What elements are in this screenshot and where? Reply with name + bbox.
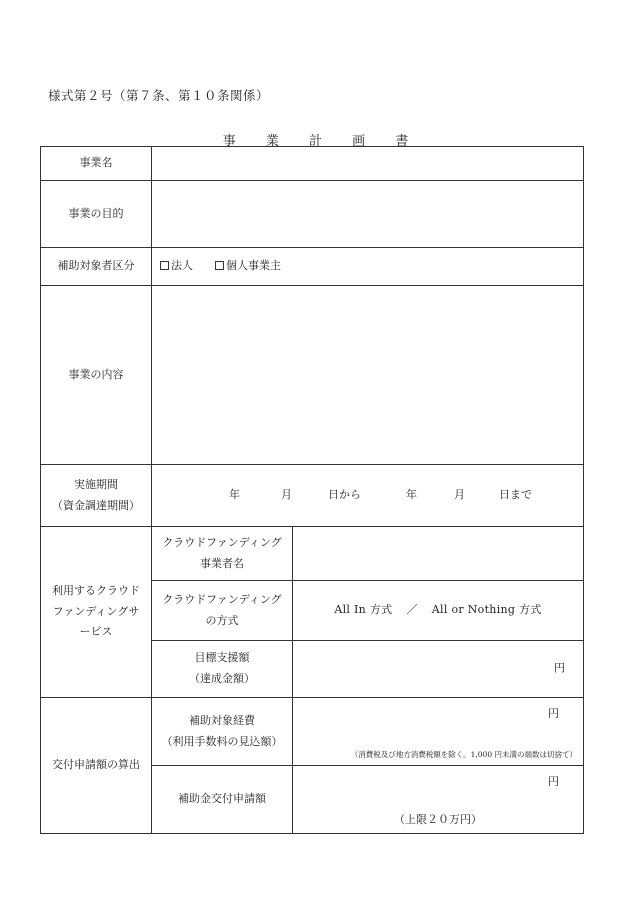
- option-all-or-nothing[interactable]: All or Nothing 方式: [431, 603, 542, 617]
- checkbox-corporation[interactable]: [160, 261, 169, 270]
- label-cost-line1: 補助対象経費: [189, 713, 255, 727]
- business-plan-table: [40, 146, 584, 834]
- field-period[interactable]: [152, 465, 584, 527]
- row-purpose: [41, 181, 584, 248]
- label-cost-line2: （利用手数料の見込額）: [161, 734, 283, 748]
- field-cf-operator[interactable]: [293, 527, 584, 581]
- row-cf-operator: [41, 527, 584, 581]
- field-content[interactable]: [152, 286, 584, 465]
- period-end-month: 月: [454, 488, 465, 502]
- option-sole-proprietor-label: 個人事業主: [226, 259, 281, 273]
- method-separator: ／: [406, 603, 418, 617]
- label-cf-service-line1: 利用するクラウド: [52, 583, 140, 597]
- field-purpose[interactable]: [152, 181, 584, 248]
- label-apply: 補助金交付申請額: [152, 766, 293, 834]
- label-target-line2: （達成金額）: [189, 672, 255, 685]
- field-cost[interactable]: [293, 698, 584, 766]
- field-category: [152, 248, 584, 286]
- period-end-day: 日まで: [499, 488, 532, 502]
- option-corporation-label: 法人: [171, 259, 193, 273]
- label-period-line2: （資金調達期間）: [52, 498, 140, 512]
- label-business-name: 事業名: [41, 147, 152, 181]
- yen-unit-apply: 円: [548, 775, 559, 788]
- label-content: 事業の内容: [41, 286, 152, 465]
- field-business-name[interactable]: [152, 147, 584, 181]
- yen-unit-target: 円: [554, 661, 565, 675]
- row-cost: [41, 698, 584, 766]
- label-cf-operator: [152, 527, 293, 581]
- apply-limit: （上限２０万円）: [394, 813, 482, 827]
- label-cf-service-line2: ファンディングサ: [52, 604, 140, 618]
- row-period: [41, 465, 584, 527]
- label-calc: 交付申請額の算出: [41, 698, 152, 834]
- form-number: 様式第２号（第７条、第１０条関係）: [48, 88, 270, 103]
- label-period-line1: 実施期間: [74, 477, 118, 491]
- row-content: [41, 286, 584, 465]
- period-start-year: 年: [229, 488, 240, 502]
- label-cf-service: [41, 527, 152, 698]
- label-purpose: 事業の目的: [41, 181, 152, 248]
- label-target-amount: [152, 641, 293, 698]
- period-end-year: 年: [406, 488, 417, 502]
- label-cf-operator-line2: 事業者名: [200, 556, 244, 570]
- row-category: [41, 248, 584, 286]
- label-cf-method: [152, 581, 293, 641]
- field-apply[interactable]: [293, 766, 584, 834]
- cost-note: （消費税及び地方消費税額を除く。1,000 円未満の端数は切捨て）: [350, 749, 577, 759]
- option-all-in[interactable]: All In 方式: [334, 603, 393, 617]
- label-target-line1: 目標支援額: [194, 651, 250, 665]
- label-cf-service-line3: ービス: [79, 625, 113, 639]
- label-period: [41, 465, 152, 527]
- label-category: 補助対象者区分: [41, 248, 152, 286]
- field-cf-method: [293, 581, 584, 641]
- label-cf-method-line1: クラウドファンディング: [162, 592, 282, 606]
- label-cf-operator-line1: クラウドファンディング: [162, 535, 282, 549]
- label-cf-method-line2: の方式: [205, 613, 239, 627]
- label-cost: [152, 698, 293, 766]
- period-start-month: 月: [281, 488, 292, 502]
- period-start-day: 日から: [328, 488, 361, 502]
- field-target-amount[interactable]: [293, 641, 584, 698]
- row-business-name: [41, 147, 584, 181]
- document-title: 事 業 計 画 書: [222, 134, 422, 149]
- checkbox-sole-proprietor[interactable]: [215, 261, 224, 270]
- yen-unit-cost: 円: [548, 707, 559, 720]
